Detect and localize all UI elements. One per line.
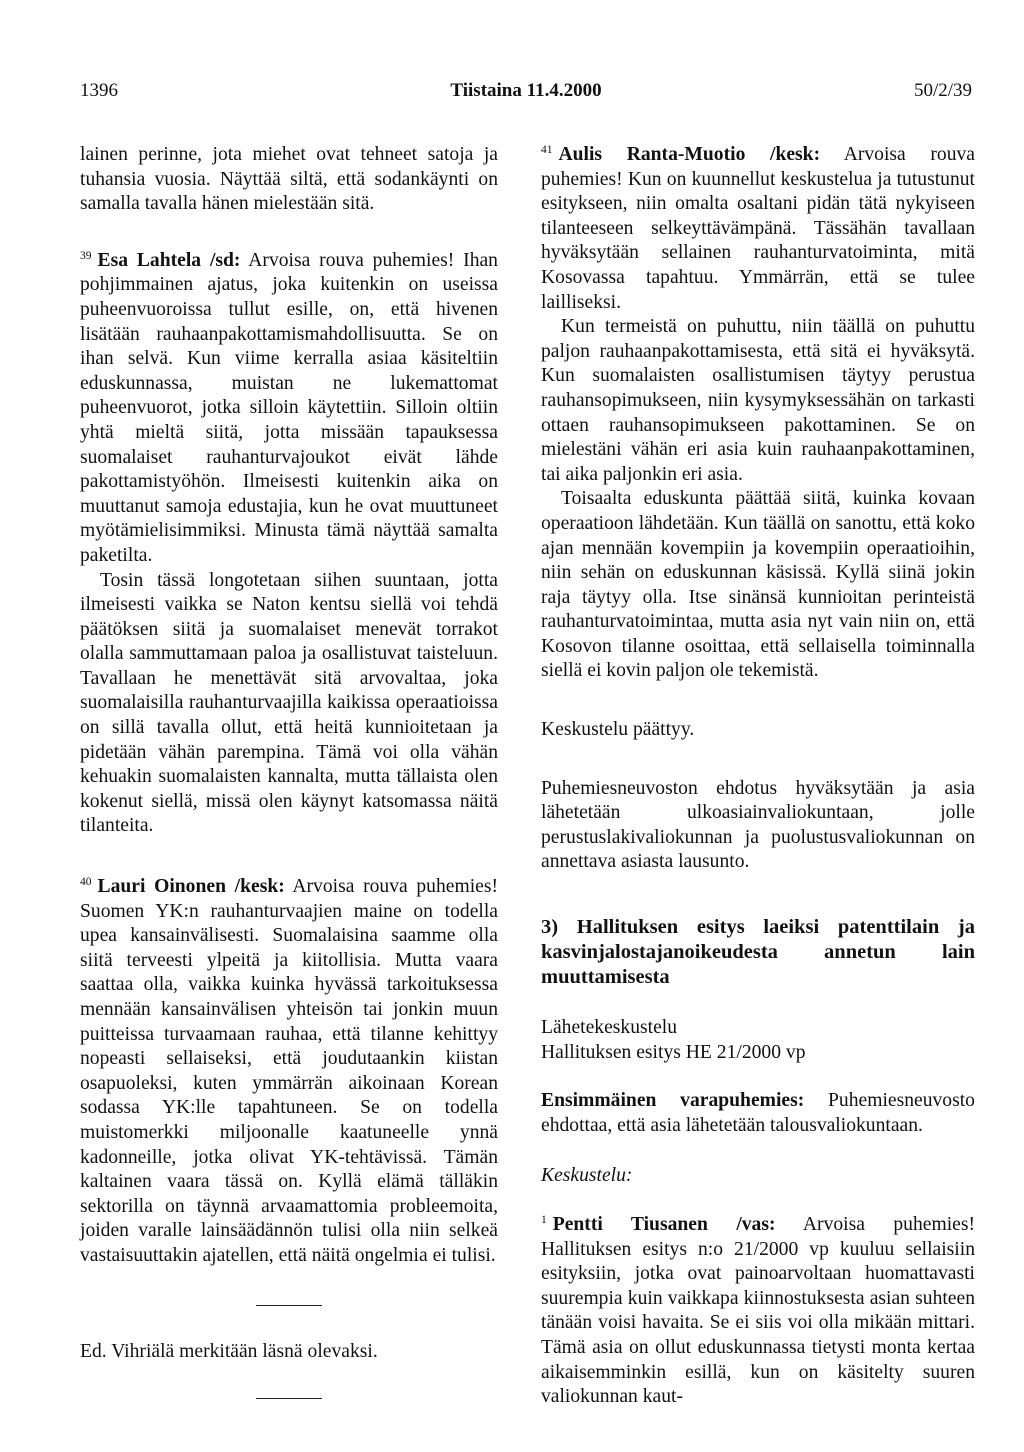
page-header <box>80 79 972 105</box>
agenda-item-title: 3) Hallituksen esitys laeiksi patenttilain ja kasvinjalostajanoikeudesta annetun lain muuttamisesta <box>541 916 975 989</box>
speech-paragraph: Toisaalta eduskunta päättää siitä, kuinka kovaan operaatioon lähdetään. Kun täällä on sanottu, että koko ajan mennään kovempiin ja kovempiin operaatioihin, niin sehän on eduskunnan käsissä. Kyllä siinä jokin raja täytyy olla. Itse sinänsä kunnioitan perinteistä rauhanturvatoimintaa, mutta asia nyt vain niin on, että Kosovon tilanne osoittaa, että sellaisella toiminnalla siellä ei kovin paljon ole tekemistä. <box>541 488 975 682</box>
speech-text: Arvoisa rouva puhemies! Suomen YK:n rauhanturvaajien maine on todella upea kansainvälisesti. Suomalaisina saamme olla siitä terveesti ylpeitä ja kiitollisia. Mutta vaara saattaa olla, vaikka kuinka hyvässä tarkoituksessa mennään kansainvälisen yhteisön tai jonkin muun puitteissa turvaamaan rauhaa, että tilanne kehittyy nopeasti sellaiseksi, että joudutaankin kiistan osapuoleksi, kuten ymmärrän aikoinaan Korean sodassa YK:lle tapahtuneen. Se on todella muistomerkki miljoonalle kaatuneelle ynnä kadonneille, jotka olivat YK-tehtävissä. Tämän kaltainen vaara tässä on. Kyllä elämä tälläkin sektorilla on täynnä arvaamattomia probleemoita, joiden varalle lainsäädännön tulisi olla niin selkeä vastaisuuttakin ajatellen, että näitä ongelmia ei tulisi. <box>80 876 499 1266</box>
deputy-speaker-statement <box>541 1089 975 1138</box>
speaker-name: Esa Lahtela /sd: <box>97 249 241 271</box>
speaker-name: Lauri Oinonen /kesk: <box>97 876 285 898</box>
speech-text: Arvoisa rouva puhemies! Ihan pohjimmainen ajatus, joka kuitenkin on useissa puheenvuoroissa tullut esille, on, että hivenen lisätään rauhaanpakottamismahdollisuutta. Se on ihan selvä. Kun viime kerralla asiaa käsiteltiin eduskunnassa, muistan ne lukemattomat puheenvuorot, jotka silloin käytettiin. Silloin oltiin yhtä mieltä siitä, jotta missään tapauksessa suomalaiset rauhanturvajoukot eivät lähde pakottamistyöhön. Ilmeisesti kuitenkin aika on muuttanut samoja edustajia, kun he ovat muuttuneet myötämielisimmiksi. Minusta tämä näyttää samalta paketilta. <box>80 249 498 566</box>
right-column <box>541 143 975 1410</box>
debate-ends: Keskustelu päättyy. <box>541 719 695 741</box>
speech-40 <box>80 875 498 1269</box>
page-number: 1396 <box>80 80 118 101</box>
speech-number: 39 <box>80 249 92 262</box>
speech-number: 41 <box>541 144 553 156</box>
divider-top <box>80 1305 498 1306</box>
speech-1 <box>541 1213 975 1410</box>
bill-reference: Hallituksen esitys HE 21/2000 vp <box>541 1041 806 1063</box>
speaker-name: Ensimmäinen varapuhemies: <box>541 1090 805 1112</box>
speech-number: 40 <box>80 876 92 889</box>
speech-text: Arvoisa rouva puhemies! Kun on kuunnellut keskustelua ja tutustunut esitykseen, niin omalta osaltani pidän tätä nykyiseen tilanteeseen selkeyttävämpänä. Tässähän tavallaan hyväksytään sellainen rauhanturvatoiminta, mitä Kosovassa tapahtuu. Ymmärrän, että se tulee lailliseksi. <box>541 144 975 313</box>
speaker-name: Pentti Tiusanen /vas: <box>552 1214 776 1235</box>
speech-paragraph: Kun termeistä on puhuttu, niin täällä on puhuttu paljon rauhaanpakottamisesta, että sitä ei hyväksytä. Kun suomalaisten osallistumisen täytyy perustua rauhansopimukseen, niin kysymyksessähän on tarkasti ottaen rauhansopimukseen pakottaminen. Se on mielestäni vähän eri asia kuin rauhaanpakottaminen, tai aika paljonkin eri asia. <box>541 316 975 485</box>
speech-paragraph: Tosin tässä longotetaan siihen suuntaan, jotta ilmeisesti vaikka se Naton kentsu siellä voi tehdä päätöksen siitä ja suomalaiset menevät torrakot olalla sammuttamaan paloa ja osallistuvat taisteluun. Tavallaan he menettävät sitä arvovaltaa, joka suomalaisilla rauhanturvaajilla kaikissa operaatioissa on sillä tavalla ollut, että heitä kunnioitetaan ja pidetään vähän parempina. Tämä voi olla vähän kehuakin suomalaisten kannalta, mutta tällaista olen kokenut siellä, missä olen käynyt katsomassa näitä tilanteita. <box>80 569 498 837</box>
attendance-note: Ed. Vihriälä merkitään läsnä olevaksi. <box>80 1340 378 1362</box>
divider-bottom <box>80 1398 498 1399</box>
speech-text: Arvoisa puhemies! Hallituksen esitys n:o 21/2000 vp kuuluu sellaisiin esityksiin, jotka ovat painoarvoltaan huomattavasti suurempia kuin vaikkapa kiinnostuksesta asian suhteen tänään voisi havaita. Se ei siis voi olla mikään mittari. Tämä asia on ollut eduskunnassa tietysti monta kertaa aikaisemminkin esillä, kun on käsitelty suuren valiokunnan kaut- <box>541 1214 975 1408</box>
continued-paragraph: lainen perinne, jota miehet ovat tehneet satoja ja tuhansia vuosia. Näyttää siltä, että sodankäynti on samalla tavalla hänen mielestään sitä. <box>80 144 498 215</box>
speech-number: 1 <box>541 1214 547 1226</box>
speech-39 <box>80 249 498 569</box>
statement-text: Puhemiesneuvosto ehdottaa, että asia lähetetään talousvaliokuntaan. <box>541 1090 975 1136</box>
session-date: Tiistaina 11.4.2000 <box>450 80 602 101</box>
referral-debate-label: Lähetekeskustelu <box>541 1017 678 1039</box>
session-number: 50/2/39 <box>913 80 972 101</box>
speech-41 <box>541 143 975 315</box>
debate-label: Keskustelu: <box>541 1165 633 1187</box>
speaker-name: Aulis Ranta-Muotio /kesk: <box>558 144 821 165</box>
left-column <box>80 143 498 1399</box>
decision-text: Puhemiesneuvoston ehdotus hyväksytään ja asia lähetetään ulkoasiainvaliokuntaan, jolle perustuslakivaliokunnan ja puolustusvaliokunnan on annettava asiasta lausunto. <box>541 777 975 873</box>
